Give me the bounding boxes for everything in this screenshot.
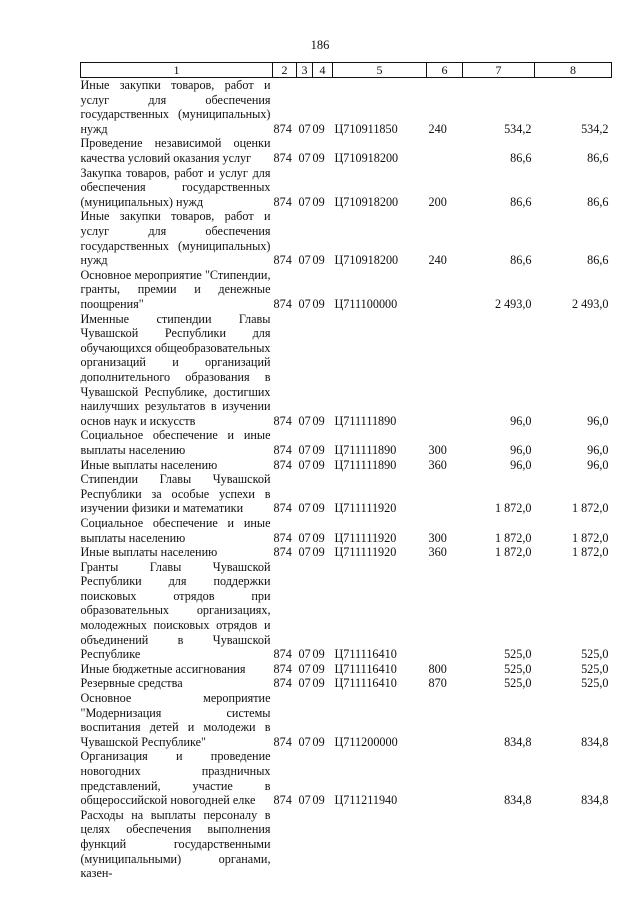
row-name: Социальное обеспечение и иные выплаты населению [80,428,271,457]
row-amount-year-1: 1 872,0 [494,501,532,516]
row-subsection: 09 [312,457,325,472]
header-row [81,63,612,78]
row-admin-code: 874 [273,793,292,808]
table-body [81,78,612,881]
row-expense-type: 870 [428,676,447,691]
header-cell: 2 [273,63,297,78]
row-target-code: Ц711111920 [334,501,397,516]
row-expense-type [427,136,463,165]
row-section: 07 [298,121,311,136]
row-subsection: 09 [312,501,325,516]
row-section: 07 [298,457,311,472]
row-amount-year-1: 1 872,0 [494,530,532,545]
table-row [81,428,612,457]
row-admin-code: 874 [273,661,292,676]
row-section: 07 [298,734,311,749]
row-amount-year-1: 86,6 [510,194,532,209]
row-target-code: Ц711116410 [334,661,397,676]
row-amount-year-2: 86,6 [587,253,609,268]
row-amount-year-1 [463,808,535,881]
row-amount-year-2: 86,6 [587,150,609,165]
table-row [81,312,612,429]
row-subsection: 09 [312,530,325,545]
row-subsection [313,808,333,881]
row-expense-type: 800 [428,661,447,676]
row-amount-year-2: 96,0 [587,457,609,472]
row-expense-type: 360 [428,545,447,560]
row-target-code: Ц711111890 [334,442,397,457]
row-amount-year-2: 86,6 [587,194,609,209]
row-amount-year-1: 525,0 [504,647,532,662]
row-name: Расходы на выплаты персоналу в целях обеспечения выполнения функций государственными (муниципальными) органами, казен- [80,807,271,881]
row-expense-type: 240 [428,253,447,268]
row-admin-code: 874 [273,413,292,428]
row-admin-code: 874 [273,253,292,268]
row-amount-year-1: 86,6 [510,253,532,268]
row-amount-year-1: 834,8 [504,734,532,749]
row-section: 07 [298,676,311,691]
page-number: 186 [310,38,330,52]
row-amount-year-2: 96,0 [587,413,609,428]
row-section: 07 [298,501,311,516]
table-row [81,472,612,516]
row-amount-year-2: 1 872,0 [571,530,609,545]
row-subsection: 09 [312,442,325,457]
row-amount-year-2: 534,2 [581,121,609,136]
table-row [81,676,612,691]
row-subsection: 09 [312,296,325,311]
row-subsection: 09 [312,545,325,560]
row-amount-year-2: 1 872,0 [571,501,609,516]
row-target-code: Ц710911850 [334,121,398,136]
row-subsection: 09 [312,734,325,749]
row-expense-type [427,268,463,312]
row-name: Резервные средства [80,676,183,691]
row-target-code: Ц711111920 [334,530,397,545]
row-expense-type [427,560,463,662]
row-target-code: Ц711116410 [334,676,397,691]
row-admin-code: 874 [273,194,292,209]
row-section: 07 [298,194,311,209]
table-row [81,516,612,545]
row-amount-year-2 [535,808,612,881]
row-admin-code: 874 [273,647,292,662]
row-subsection: 09 [312,793,325,808]
row-amount-year-1: 86,6 [510,150,532,165]
row-name: Основное мероприятие "Модернизация системы воспитания детей и молодежи в Чувашской Республике" [80,691,271,749]
row-target-code: Ц711200000 [334,734,398,749]
row-admin-code: 874 [273,676,292,691]
row-subsection: 09 [312,253,325,268]
row-section: 07 [298,253,311,268]
table-header [81,63,612,78]
row-section: 07 [298,661,311,676]
row-expense-type: 360 [428,457,447,472]
row-target-code: Ц711100000 [334,296,398,311]
header-cell: 5 [333,63,427,78]
row-admin-code: 874 [273,545,292,560]
row-amount-year-2: 525,0 [581,661,609,676]
header-cell: 1 [81,63,273,78]
row-amount-year-1: 96,0 [510,442,532,457]
row-subsection: 09 [312,647,325,662]
header-cell: 7 [463,63,535,78]
row-expense-type: 200 [428,194,447,209]
row-amount-year-1: 525,0 [504,661,532,676]
row-amount-year-2: 525,0 [581,676,609,691]
row-expense-type [427,808,463,881]
row-name: Иные выплаты населению [80,545,218,560]
table-row [81,458,612,473]
row-name: Именные стипендии Главы Чувашской Республики для обучающихся общеобразовательных организаций и организаций дополнительного образования в Чувашской Республике, достигших наилучших результатов в изучении основ наук и искусств [80,311,271,428]
table-row [81,209,612,267]
row-target-code [333,808,427,881]
table-row [81,662,612,677]
row-name: Иные закупки товаров, работ и услуг для обеспечения государственных (муниципальных) нужд [80,209,271,268]
row-target-code: Ц710918200 [334,194,399,209]
row-admin-code [273,808,297,881]
row-expense-type [427,749,463,807]
row-subsection: 09 [312,661,325,676]
row-subsection: 09 [312,413,325,428]
row-expense-type [427,312,463,429]
row-target-code: Ц711111920 [334,545,397,560]
row-name: Организация и проведение новогодних праздничных представлений, участие в общероссийской новогодней елке [80,749,271,808]
row-target-code: Ц711111890 [334,457,397,472]
table-row [81,560,612,662]
table-row [81,691,612,749]
row-expense-type [427,472,463,516]
table-row [81,166,612,210]
row-admin-code: 874 [273,501,292,516]
row-subsection: 09 [312,150,325,165]
row-subsection: 09 [312,194,325,209]
row-amount-year-2: 96,0 [587,442,609,457]
row-target-code: Ц710918200 [334,253,399,268]
row-admin-code: 874 [273,457,292,472]
row-expense-type: 300 [428,530,447,545]
row-amount-year-1: 96,0 [510,413,532,428]
table-row [81,545,612,560]
row-admin-code: 874 [273,296,292,311]
budget-table [80,62,612,881]
row-target-code: Ц711111890 [334,413,397,428]
row-section: 07 [298,442,311,457]
table-row [81,136,612,165]
row-section: 07 [298,296,311,311]
row-amount-year-2: 834,8 [581,734,609,749]
row-target-code: Ц711116410 [334,647,397,662]
row-admin-code: 874 [273,121,292,136]
row-admin-code: 874 [273,442,292,457]
row-amount-year-1: 1 872,0 [494,545,532,560]
row-admin-code: 874 [273,150,292,165]
row-section: 07 [298,793,311,808]
row-subsection: 09 [312,676,325,691]
row-subsection: 09 [312,121,325,136]
row-target-code: Ц711211940 [334,793,398,808]
row-admin-code: 874 [273,734,292,749]
row-amount-year-1: 2 493,0 [494,296,532,311]
table-row [81,749,612,807]
row-expense-type: 240 [428,121,447,136]
row-amount-year-2: 2 493,0 [571,296,609,311]
table-row [81,268,612,312]
row-name: Иные закупки товаров, работ и услуг для обеспечения государственных (муниципальных) нужд [80,78,271,136]
row-name: Иные бюджетные ассигнования [80,661,246,676]
row-section: 07 [298,647,311,662]
row-amount-year-2: 525,0 [581,647,609,662]
row-amount-year-2: 834,8 [581,793,609,808]
row-name: Закупка товаров, работ и услуг для обеспечения государственных (муниципальных) нужд [80,165,271,209]
row-amount-year-1: 525,0 [504,676,532,691]
row-name: Социальное обеспечение и иные выплаты населению [80,515,271,545]
row-name: Проведение независимой оценки качества условий оказания услуг [80,136,271,165]
row-section [297,808,313,881]
header-cell: 6 [427,63,463,78]
row-section: 07 [298,413,311,428]
row-name: Гранты Главы Чувашской Республики для поддержки поисковых отрядов при образовательных организациях, молодежных поисковых отрядов и объединений в Чувашской Республике [80,559,271,662]
row-section: 07 [298,530,311,545]
header-cell: 8 [535,63,612,78]
table-row [81,78,612,137]
row-section: 07 [298,150,311,165]
row-amount-year-1: 534,2 [504,121,532,136]
row-admin-code: 874 [273,530,292,545]
row-name: Стипендии Главы Чувашской Республики за особые успехи в изучении физики и математики [80,472,271,516]
row-section: 07 [298,545,311,560]
table-row [81,808,612,881]
row-amount-year-1: 834,8 [504,793,532,808]
header-cell: 3 [297,63,313,78]
row-amount-year-2: 1 872,0 [571,545,609,560]
header-cell: 4 [313,63,333,78]
row-name: Иные выплаты населению [80,457,218,472]
row-expense-type [427,691,463,749]
row-amount-year-1: 96,0 [510,457,532,472]
row-target-code: Ц710918200 [334,150,399,165]
row-name: Основное мероприятие "Стипендии, гранты, премии и денежные поощрения" [80,267,271,311]
row-expense-type: 300 [428,442,447,457]
